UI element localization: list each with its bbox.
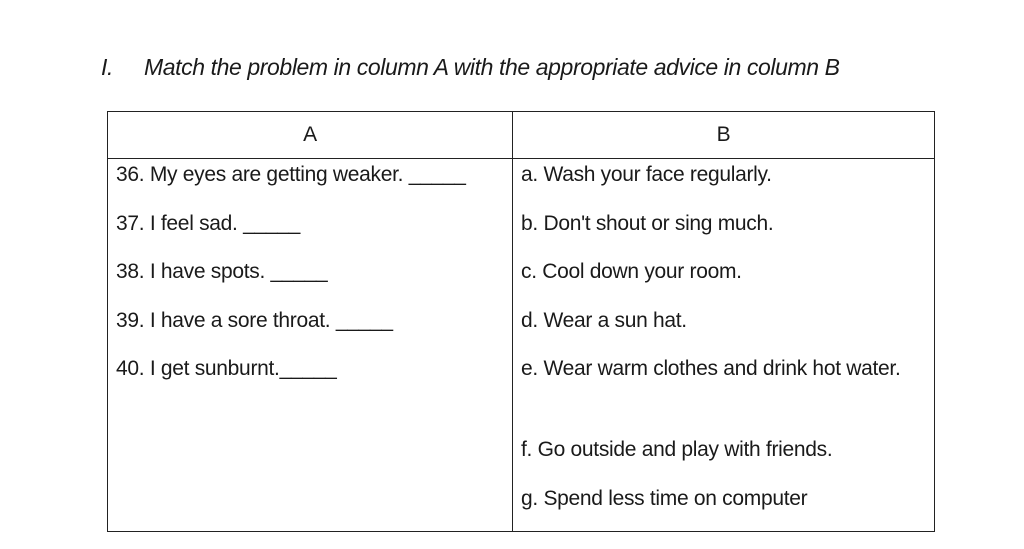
table-body-row <box>108 159 935 532</box>
advice-item-d: d. Wear a sun hat. <box>521 308 687 332</box>
problem-item-36: 36. My eyes are getting weaker. _____ <box>116 163 466 186</box>
exercise-number: I. <box>101 54 113 80</box>
column-a-cell <box>108 159 513 532</box>
problem-item-40: 40. I get sunburnt._____ <box>116 357 337 380</box>
exercise-heading <box>101 54 840 81</box>
matching-table <box>107 111 935 532</box>
advice-item-e: e. Wear warm clothes and drink hot water. <box>521 357 901 380</box>
exercise-instruction: Match the problem in column A with the appropriate advice in column B <box>144 54 840 80</box>
advice-item-b: b. Don't shout or sing much. <box>521 211 774 235</box>
column-b-cell <box>513 159 935 532</box>
advice-item-a: a. Wash your face regularly. <box>521 163 772 186</box>
advice-item-f: f. Go outside and play with friends. <box>521 438 833 461</box>
problem-item-37: 37. I feel sad. _____ <box>116 211 301 235</box>
advice-item-c: c. Cool down your room. <box>521 260 742 283</box>
column-a-header: A <box>108 112 513 159</box>
table-header-row <box>108 112 935 159</box>
advice-item-g: g. Spend less time on computer <box>521 486 808 510</box>
problem-item-39: 39. I have a sore throat. _____ <box>116 308 393 332</box>
problem-item-38: 38. I have spots. _____ <box>116 260 328 283</box>
column-b-header: B <box>513 112 935 159</box>
